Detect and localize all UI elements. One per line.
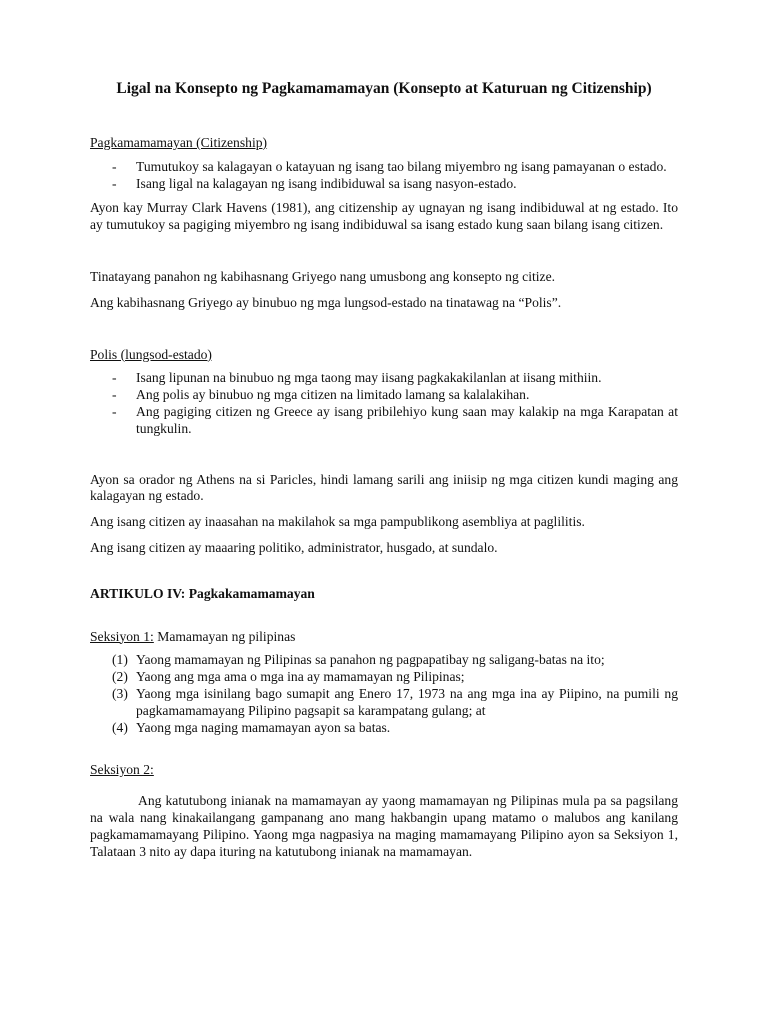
dash-marker: -: [112, 158, 117, 174]
bullet-text: Isang ligal na kalagayan ng isang indibiduwal sa isang nasyon-estado.: [136, 175, 517, 191]
document-title: Ligal na Konsepto ng Pagkamamamayan (Konsepto at Katuruan ng Citizenship): [116, 80, 652, 97]
athens-paragraph: Ayon sa orador ng Athens na si Paricles, hindi lamang sarili ang iniisip ng mga citizen kundi maging ang kalagayan ng estado.: [90, 471, 678, 504]
seksiyon-2-paragraph: Ang katutubong inianak na mamamayan ay yaong mamamayan ng Pilipinas mula pa sa pagsilang na wala nang kinakailangang gampanang ano mang hakbangin upang matamo o malubos ang kanilang pagkamamamayang Pilipino. Yaong mga nagpasiya na maging mamamayang Pilipino ayon sa Seksiyon 1, Talataan 3 nito ay dapa ituring na katutubong inianak na mamamayan.: [90, 793, 678, 859]
seksiyon-1-title: Mamamayan ng pilipinas: [153, 628, 296, 644]
item-number: (3): [112, 685, 128, 701]
bullet-item: [90, 387, 678, 404]
havens-paragraph: Ayon kay Murray Clark Havens (1981), ang citizenship ay ugnayan ng isang indibiduwal at ng estado. Ito ay tumutukoy sa pagiging miyembro ng isang indibiduwal sa isang estado kung saan bilang isang citizen.: [90, 200, 678, 233]
seksiyon-1-heading: [90, 629, 678, 646]
section-heading-citizenship: Pagkamamamayan (Citizenship): [90, 135, 268, 150]
item-text: Yaong mga isinilang bago sumapit ang Enero 17, 1973 na ang mga ina ay Piipino, na pumili ng pagkamamamayang Pilipino pagsapit sa karampatang gulang; at: [136, 685, 678, 718]
seksiyon-2-label: Seksiyon 2:: [90, 762, 154, 778]
citizen-participation-line: Ang isang citizen ay inaasahan na makilahok sa mga pampublikong asembliya at paglilitis.: [90, 514, 585, 530]
item-number: (2): [112, 669, 128, 685]
dash-marker: -: [112, 403, 117, 419]
greek-line-1: Tinatayang panahon ng kabihasnang Griyego nang umusbong ang konsepto ng citize.: [90, 268, 555, 284]
bullet-text: Ang pagiging citizen ng Greece ay isang pribilehiyo kung saan may kalakip na mga Karapatan at tungkulin.: [136, 403, 678, 436]
list-item: [90, 686, 678, 720]
bullet-text: Isang lipunan na binubuo ng mga taong may iisang pagkakakilanlan at iisang mithiin.: [136, 370, 602, 386]
greek-line-2: Ang kabihasnang Griyego ay binubuo ng mga lungsod-estado na tinatawag na “Polis”.: [90, 294, 562, 310]
list-item: [90, 669, 678, 686]
bullet-text: Ang polis ay binubuo ng mga citizen na limitado lamang sa kalalakihan.: [136, 387, 530, 403]
bullet-item: [90, 176, 678, 193]
bullet-item: [90, 370, 678, 387]
citizenship-bullets: [90, 159, 678, 193]
seksiyon-2-heading: [90, 762, 678, 779]
section-heading-polis: Polis (lungsod-estado): [90, 346, 212, 362]
bullet-text: Tumutukoy sa kalagayan o katayuan ng isang tao bilang miyembro ng isang pamayanan o estado.: [136, 158, 667, 174]
dash-marker: -: [112, 387, 117, 403]
dash-marker: -: [112, 175, 117, 191]
item-text: Yaong mga naging mamamayan ayon sa batas.: [136, 719, 391, 735]
article-heading: ARTIKULO IV: Pagkakamamamayan: [90, 585, 315, 601]
list-item: [90, 720, 678, 737]
bullet-item: [90, 404, 678, 438]
item-text: Yaong ang mga ama o mga ina ay mamamayan ng Pilipinas;: [136, 669, 465, 685]
polis-bullets: [90, 370, 678, 437]
list-item: [90, 652, 678, 669]
citizen-roles-line: Ang isang citizen ay maaaring politiko, administrator, husgado, at sundalo.: [90, 539, 498, 555]
seksiyon-1-list: [90, 652, 678, 736]
bullet-item: [90, 159, 678, 176]
item-number: (4): [112, 719, 128, 735]
item-text: Yaong mamamayan ng Pilipinas sa panahon ng pagpapatibay ng saligang-batas na ito;: [136, 652, 605, 668]
item-number: (1): [112, 652, 128, 668]
dash-marker: -: [112, 370, 117, 386]
seksiyon-1-label: Seksiyon 1:: [90, 628, 154, 644]
